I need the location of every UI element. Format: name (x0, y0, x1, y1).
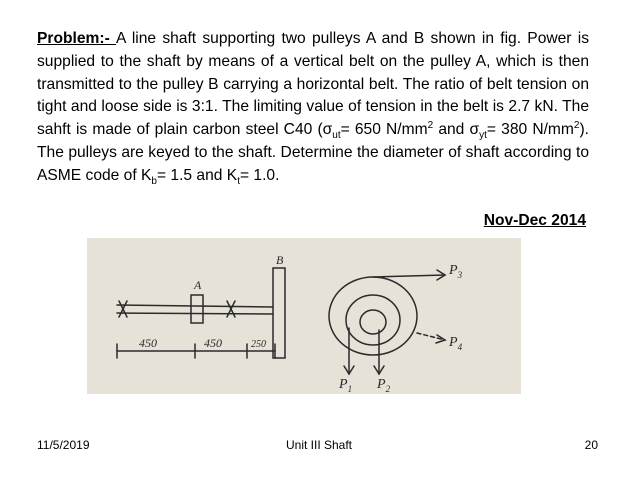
subscript: yt (479, 130, 487, 142)
label-p4: $P_4$ (449, 335, 463, 352)
superscript: 2 (427, 120, 434, 131)
footer-page-number: 20 (584, 438, 598, 452)
problem-label: Problem:- (37, 30, 117, 47)
problem-statement (37, 28, 589, 188)
subscript: ut (332, 130, 341, 142)
dimension-label: 450 (139, 336, 157, 350)
label-pulley-b: B (276, 253, 284, 267)
shaft-pulley-figure (87, 238, 521, 394)
problem-text: A line shaft supporting two pulleys A and B shown in fig. Power is supplied to the shaft by means of a vertical belt on the pulley A, which is then transmitted to the pulley B carrying a horizontal belt. The ratio of belt tension on tight and loose side is 3:1. The limiting value of tension in the belt is 2.7 kN. The sahft is made of plain carbon steel C40 (σ (37, 30, 590, 139)
footer-title: Unit III Shaft (285, 438, 353, 452)
subscript: b (151, 175, 157, 187)
problem-text: = 650 N/mm (340, 121, 428, 139)
superscript: 2 (573, 120, 580, 131)
problem-text: and σ (433, 121, 480, 139)
label-p1: $P_1$ (339, 377, 353, 394)
problem-text: = 380 N/mm (486, 121, 574, 139)
subscript: t (237, 175, 240, 187)
footer-date: 11/5/2019 (37, 438, 90, 452)
problem-text: = 1.0. (239, 166, 280, 184)
label-pulley-a: A (194, 278, 202, 292)
dimension-label: 250 (251, 339, 266, 350)
label-p3: $P_3$ (449, 263, 463, 280)
figure-background (87, 238, 521, 394)
exam-date-tag: Nov-Dec 2014 (483, 212, 586, 229)
problem-text: = 1.5 and K (156, 166, 238, 184)
shaft-lower-line (117, 313, 273, 314)
dimension-label: 450 (204, 336, 222, 350)
problem-text: ). The pulleys are keyed to the shaft. Determine the diameter of shaft according to ASME code of K (37, 121, 589, 184)
label-p2: $P_2$ (377, 377, 391, 394)
